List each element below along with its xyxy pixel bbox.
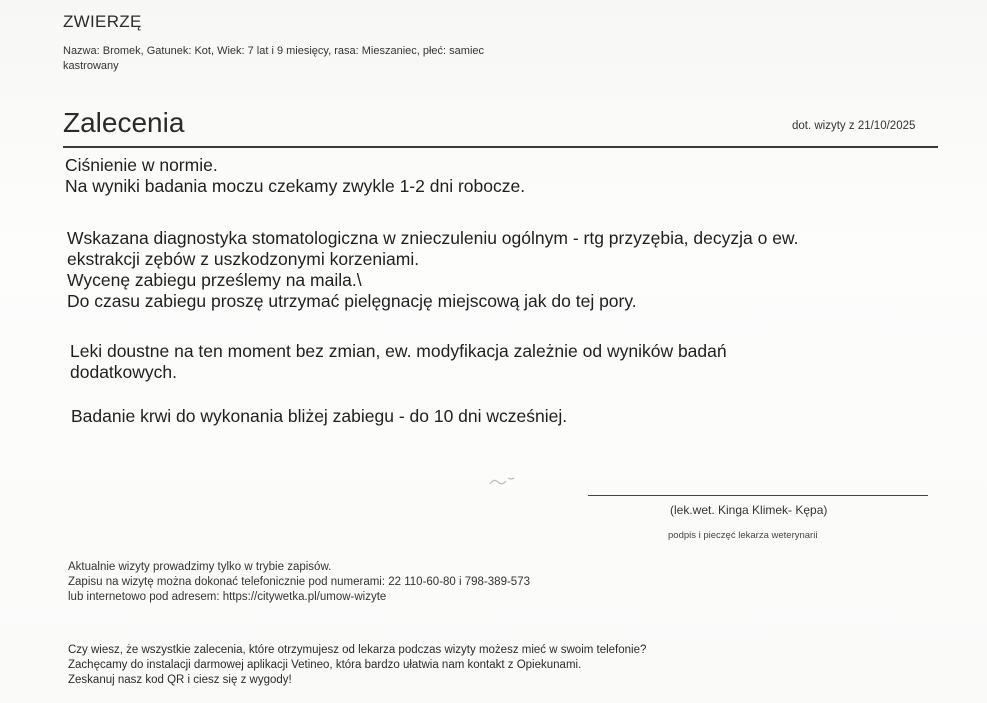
animal-details-line-1: Nazwa: Bromek, Gatunek: Kot, Wiek: 7 lat i 9 miesięcy, rasa: Mieszaniec, płeć: samiec <box>63 45 485 57</box>
recommendation-line: Do czasu zabiegu proszę utrzymać pielęgnację miejscową jak do tej pory. <box>67 291 637 311</box>
recommendation-line: Ciśnienie w normie. <box>65 155 218 175</box>
recommendation-paragraph-3 <box>70 341 727 383</box>
recommendations-title: Zalecenia <box>63 107 185 138</box>
faint-stamp-mark <box>488 474 518 493</box>
animal-details-line-2: kastrowany <box>63 60 119 72</box>
appointment-info-line: Aktualnie wizyty prowadzimy tylko w trybie zapisów. <box>68 561 332 573</box>
recommendation-line: Na wyniki badania moczu czekamy zwykle 1-2 dni robocze. <box>65 176 526 196</box>
appointment-info <box>68 560 530 605</box>
recommendation-line: Badanie krwi do wykonania bliżej zabiegu - do 10 dni wcześniej. <box>71 406 568 426</box>
signature-caption: podpis i pieczęć lekarza weterynarii <box>668 530 818 541</box>
app-promo-line: Zachęcamy do instalacji darmowej aplikacji Vetineo, która bardzo ułatwia nam kontakt z Opiekunami. <box>68 659 582 671</box>
recommendation-paragraph-2 <box>67 228 798 312</box>
visit-date-label: dot. wizyty z 21/10/2025 <box>792 120 916 132</box>
recommendation-line: Wskazana diagnostyka stomatologiczna w znieczuleniu ogólnym - rtg przyzębia, decyzja o ew. <box>67 228 799 248</box>
appointment-info-line: lub internetowo pod adresem: https://citywetka.pl/umow-wizyte <box>68 591 387 603</box>
animal-section-heading: ZWIERZĘ <box>63 12 142 31</box>
recommendation-line: dodatkowych. <box>70 362 178 382</box>
recommendation-paragraph-4 <box>71 406 567 427</box>
vet-name: (lek.wet. Kinga Klimek- Kępa) <box>670 503 828 517</box>
recommendation-line: Wycenę zabiegu prześlemy na maila.\ <box>67 270 362 290</box>
title-divider <box>63 146 938 148</box>
recommendation-line: ekstrakcji zębów z uszkodzonymi korzeniami. <box>67 249 420 269</box>
recommendation-line: Leki doustne na ten moment bez zmian, ew. modyfikacja zależnie od wyników badań <box>70 341 727 361</box>
animal-details <box>63 44 484 74</box>
signature-line <box>588 495 928 496</box>
appointment-info-line: Zapisu na wizytę można dokonać telefonicznie pod numerami: 22 110-60-80 i 798-389-573 <box>68 576 530 588</box>
app-promo-line: Czy wiesz, że wszystkie zalecenia, które otrzymujesz od lekarza podczas wizyty możesz mieć w swoim telefonie? <box>68 644 647 656</box>
app-promo <box>68 643 646 688</box>
app-promo-line: Zeskanuj nasz kod QR i ciesz się z wygody! <box>68 674 292 686</box>
recommendation-paragraph-1 <box>65 155 525 197</box>
